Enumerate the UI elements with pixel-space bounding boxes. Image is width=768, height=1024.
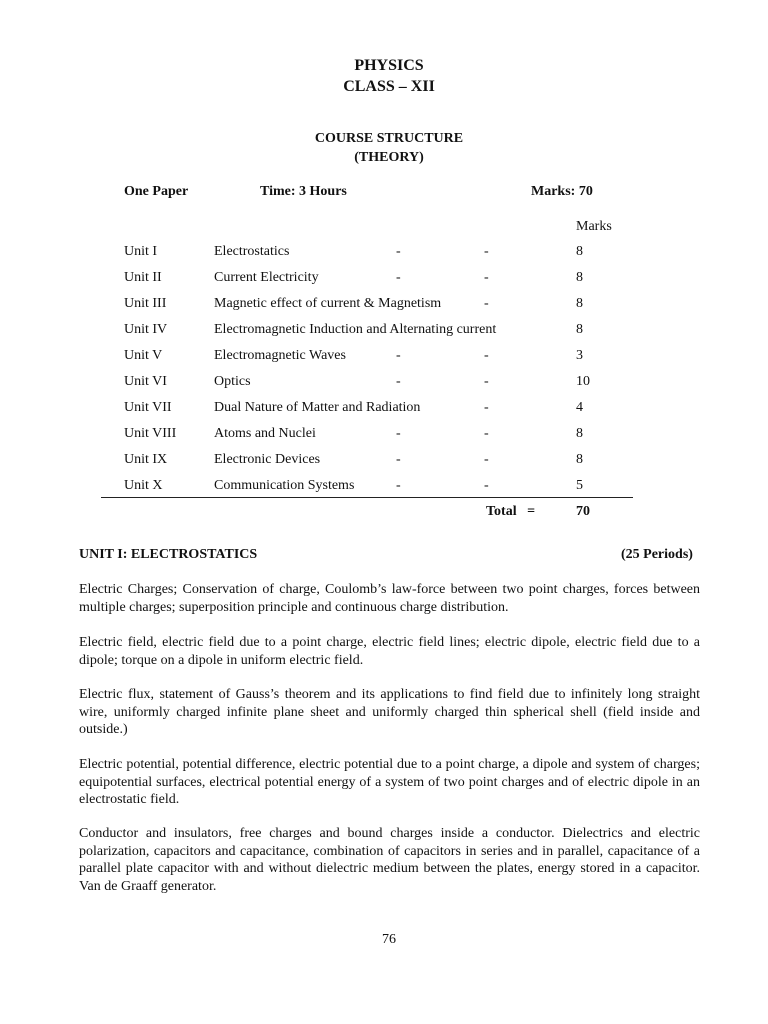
table-row xyxy=(0,270,768,290)
table-row xyxy=(0,296,768,316)
dash-cell: - xyxy=(396,270,401,285)
table-row xyxy=(0,322,768,342)
marks-label: Marks: 70 xyxy=(531,184,593,199)
dash-cell: - xyxy=(484,348,489,363)
unit-periods: (25 Periods) xyxy=(621,547,693,562)
theory-heading: (THEORY) xyxy=(354,150,424,165)
dash-cell: - xyxy=(396,478,401,493)
marks-cell: 8 xyxy=(576,452,583,467)
topic-cell: Electromagnetic Induction and Alternating current xyxy=(214,322,497,337)
dash-cell: - xyxy=(484,244,489,259)
dash-cell: - xyxy=(484,374,489,389)
table-row xyxy=(0,244,768,264)
marks-cell: 3 xyxy=(576,348,583,363)
unit-cell: Unit VI xyxy=(124,374,167,389)
topic-cell: Magnetic effect of current & Magnetism xyxy=(214,296,442,311)
topic-cell: Electromagnetic Waves xyxy=(214,348,346,363)
topic-cell: Electronic Devices xyxy=(214,452,321,467)
paragraph: Electric Charges; Conservation of charge, Coulomb’s law-force between two point charges, forces between multiple charges; superposition principle and continuous charge distribution. xyxy=(79,582,700,615)
table-row xyxy=(0,478,768,498)
page-title: PHYSICS xyxy=(354,57,424,74)
paragraph: Electric potential, potential difference, electric potential due to a point charge, a dipole and system of charges; equipotential surfaces, electrical potential energy of a system of two point charges and of electric dipole in an electrostatic field. xyxy=(79,757,700,807)
topic-cell: Dual Nature of Matter and Radiation xyxy=(214,400,421,415)
unit-cell: Unit IV xyxy=(124,322,168,337)
topic-cell: Optics xyxy=(214,374,251,389)
dash-cell: - xyxy=(396,426,401,441)
topic-cell: Current Electricity xyxy=(214,270,319,285)
unit-cell: Unit II xyxy=(124,270,162,285)
dash-cell: - xyxy=(484,478,489,493)
dash-cell: - xyxy=(484,296,489,311)
class-title: CLASS – XII xyxy=(343,78,435,95)
unit-cell: Unit VII xyxy=(124,400,172,415)
paragraph: Conductor and insulators, free charges and bound charges inside a conductor. Dielectrics and electric polarization, capacitors and capacitance, combination of capacitors in series and in parallel, capacitance of a parallel plate capacitor with and without dielectric medium between the plates, energy stored in a capacitor. Van de Graaff generator. xyxy=(79,826,700,894)
dash-cell: - xyxy=(396,452,401,467)
table-row xyxy=(0,348,768,368)
marks-cell: 8 xyxy=(576,296,583,311)
table-divider xyxy=(101,497,633,498)
unit-cell: Unit V xyxy=(124,348,163,363)
unit-cell: Unit III xyxy=(124,296,167,311)
paper-label: One Paper xyxy=(124,184,189,199)
paragraph: Electric flux, statement of Gauss’s theorem and its applications to find field due to infinitely long straight wire, uniformly charged infinite plane sheet and uniformly charged thin spherical shell (field inside and outside.) xyxy=(79,687,700,737)
marks-cell: 8 xyxy=(576,244,583,259)
table-row xyxy=(0,426,768,446)
total-label: Total = xyxy=(486,504,536,519)
dash-cell: - xyxy=(396,374,401,389)
topic-cell: Communication Systems xyxy=(214,478,355,493)
table-row xyxy=(0,452,768,472)
topic-cell: Electrostatics xyxy=(214,244,290,259)
marks-cell: 10 xyxy=(576,374,590,389)
dash-cell: - xyxy=(484,426,489,441)
paragraph: Electric field, electric field due to a point charge, electric field lines; electric dipole, electric field due to a dipole; torque on a dipole in uniform electric field. xyxy=(79,635,700,668)
dash-cell: - xyxy=(484,452,489,467)
dash-cell: - xyxy=(396,244,401,259)
unit-cell: Unit VIII xyxy=(124,426,177,441)
unit-cell: Unit X xyxy=(124,478,163,493)
marks-cell: 5 xyxy=(576,478,583,493)
marks-column-header: Marks xyxy=(576,219,612,234)
dash-cell: - xyxy=(484,400,489,415)
unit-heading: UNIT I: ELECTROSTATICS xyxy=(79,547,258,562)
marks-cell: 8 xyxy=(576,426,583,441)
dash-cell: - xyxy=(396,348,401,363)
topic-cell: Atoms and Nuclei xyxy=(214,426,316,441)
marks-cell: 8 xyxy=(576,270,583,285)
time-label: Time: 3 Hours xyxy=(260,184,347,199)
total-value: 70 xyxy=(576,504,590,519)
dash-cell: - xyxy=(484,270,489,285)
table-row xyxy=(0,400,768,420)
table-row xyxy=(0,374,768,394)
marks-cell: 4 xyxy=(576,400,583,415)
unit-cell: Unit IX xyxy=(124,452,168,467)
page-number: 76 xyxy=(382,932,396,947)
marks-cell: 8 xyxy=(576,322,583,337)
course-structure-heading: COURSE STRUCTURE xyxy=(314,131,464,146)
unit-cell: Unit I xyxy=(124,244,158,259)
